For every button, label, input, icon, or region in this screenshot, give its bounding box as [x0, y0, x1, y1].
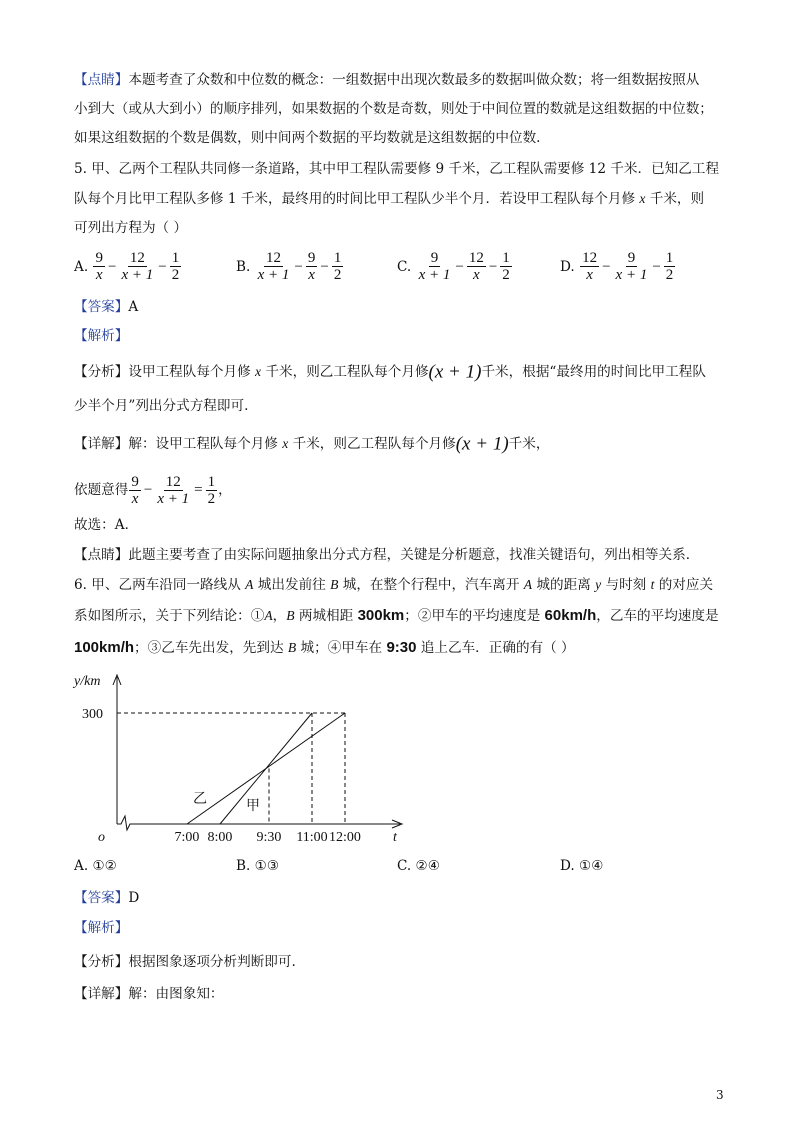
- q6-fenxi: [74, 952, 296, 972]
- distance-time-chart: [60, 665, 410, 850]
- text: 故选：A．: [74, 517, 139, 533]
- numerator: 1: [207, 473, 216, 490]
- minus-sign: −: [455, 258, 464, 275]
- numerator: 1: [665, 250, 674, 266]
- option-label: C. ②④: [397, 858, 440, 874]
- series-line-jia: [220, 713, 312, 824]
- denominator: 2: [665, 267, 674, 283]
- text: 依题意得: [74, 482, 129, 498]
- q6-option-a[interactable]: [74, 856, 117, 876]
- numerator: 1: [171, 250, 180, 266]
- q5-option-d[interactable]: [560, 250, 676, 283]
- denominator: 2: [207, 490, 216, 507]
- var-b: B: [286, 608, 295, 623]
- text: ；②甲车的平均速度是: [404, 608, 545, 624]
- text: 如果这组数据的个数是偶数，则中间两个数据的平均数就是这组数据的中位数.: [74, 130, 541, 146]
- option-label: C.: [397, 258, 412, 275]
- q5-option-b[interactable]: [236, 250, 344, 283]
- minus-sign: −: [294, 258, 303, 275]
- text: 与时刻: [601, 577, 651, 593]
- q6-line-3: [74, 638, 575, 658]
- x-tick-label: 11:00: [296, 830, 328, 845]
- numerator: 12: [582, 250, 598, 266]
- distance-value: 300km: [357, 607, 405, 624]
- denominator: 2: [333, 267, 342, 283]
- q5-line-2: [74, 189, 704, 209]
- dianjing-tag: 【点睛】: [74, 547, 129, 563]
- text: 小到大（或从大到小）的顺序排列，如果数据的个数是奇数，则处于中间位置的数就是这组数据的中位数；: [74, 101, 713, 117]
- text: ，: [272, 608, 287, 624]
- speed-value: 60km/h: [544, 607, 597, 624]
- page-number: 3: [716, 1088, 724, 1102]
- minus-sign: −: [602, 258, 611, 275]
- var-b: B: [330, 577, 339, 592]
- text: 千米，根据“最终用的时间比甲工程队: [481, 364, 706, 380]
- x-axis-label: t: [393, 830, 397, 845]
- denominator: 2: [502, 267, 510, 283]
- q5-dianjing: [74, 545, 699, 565]
- fraction: [417, 250, 453, 283]
- q6-analysis: [74, 918, 128, 938]
- text: 城；④甲车在: [296, 640, 387, 656]
- text: 城的距离: [532, 577, 596, 593]
- q5-fenxi-2: [74, 396, 248, 416]
- q5-fenxi-1: [74, 362, 706, 383]
- answer-tag: 【答案】: [74, 299, 129, 315]
- fraction: [129, 474, 141, 507]
- var-t: t: [650, 577, 655, 592]
- fraction: [332, 250, 344, 283]
- analysis-tag: 【解析】: [74, 328, 129, 344]
- y-tick-label: 300: [82, 707, 103, 722]
- fraction: [155, 474, 191, 507]
- text: 解：由图象知：: [128, 986, 224, 1002]
- x-tick-label: 12:00: [329, 830, 361, 845]
- fraction: [256, 250, 292, 283]
- minus-sign: −: [158, 258, 167, 275]
- x-tick-label: 7:00: [174, 830, 200, 845]
- var-a: A: [523, 577, 533, 592]
- answer-value: A: [128, 299, 139, 315]
- xiangjie-tag: 【详解】: [74, 436, 129, 452]
- text: 千米，: [508, 436, 550, 452]
- fenxi-tag: 【分析】: [74, 954, 129, 970]
- time-value: 9:30: [386, 639, 417, 656]
- text: 6. 甲、乙两车沿同一路线从: [74, 577, 246, 593]
- numerator: 9: [95, 250, 103, 266]
- numerator: 12: [468, 250, 484, 266]
- q6-options: [74, 856, 714, 878]
- denominator: x + 1: [418, 267, 451, 283]
- option-label: A.: [74, 258, 89, 275]
- text: ，乙车的平均速度是: [596, 608, 719, 624]
- option-label: D. ①④: [560, 858, 604, 874]
- var-a: A: [245, 577, 254, 592]
- q5-xiangjie-1: [74, 434, 549, 455]
- minus-sign: −: [488, 258, 498, 275]
- text: 此题主要考查了由实际问题抽象出分式方程，关键是分析题意，找准关键语句，列出相等关系．: [128, 547, 700, 563]
- fraction: [614, 250, 650, 283]
- analysis-tag: 【解析】: [74, 920, 129, 936]
- var-b: B: [287, 640, 297, 655]
- text: 千米，则乙工程队每个月修: [261, 364, 429, 380]
- q6-line-2: [74, 606, 719, 626]
- fraction: [93, 250, 105, 283]
- text: 少半个月”列出分式方程即可.: [74, 398, 249, 414]
- numerator: 12: [165, 473, 181, 490]
- q6-option-c[interactable]: [397, 856, 440, 876]
- equals-sign: =: [194, 482, 203, 498]
- speed-value: 100km/h: [74, 639, 135, 656]
- text: 可列出方程为（ ）: [74, 220, 188, 236]
- numerator: 9: [627, 250, 636, 266]
- var-x: x: [255, 364, 262, 379]
- text: 解：设甲工程队每个月修: [128, 436, 283, 452]
- denominator: x: [131, 490, 139, 507]
- x-tick-label: 9:30: [256, 830, 282, 845]
- q6-answer: [74, 888, 139, 908]
- text: 城出发前往: [253, 577, 331, 593]
- text: 本题考查了众数和中位数的概念：一组数据中出现次数最多的数据叫做众数；将一组数据按照从: [128, 72, 700, 88]
- text: 两城相距: [294, 608, 358, 624]
- q5-answer: [74, 297, 138, 317]
- denominator: x: [586, 267, 593, 283]
- denominator: x + 1: [257, 267, 290, 283]
- q6-line-1: [74, 575, 713, 595]
- paren-expression: (x + 1): [428, 361, 482, 383]
- denominator: x + 1: [121, 267, 154, 283]
- denominator: x + 1: [157, 490, 190, 507]
- answer-value: D: [128, 890, 140, 906]
- q5-line-1: [74, 159, 719, 179]
- text: 的对应关: [654, 577, 714, 593]
- dianjing-line-3: [74, 128, 541, 148]
- numerator: 1: [333, 250, 342, 266]
- q5-line-3: [74, 218, 187, 238]
- minus-sign: −: [320, 258, 329, 275]
- text: 追上乙车．正确的有（ ）: [416, 640, 575, 656]
- text: 队每个月比甲工程队多修 1 千米，最终用的时间比甲工程队少半个月．若设甲工程队每个月修: [74, 191, 640, 207]
- fraction: [119, 250, 155, 283]
- fraction: [500, 250, 512, 283]
- y-axis-label: y/km: [74, 674, 101, 689]
- q5-analysis: [74, 326, 128, 346]
- denominator: x: [308, 267, 315, 283]
- numerator: 9: [131, 473, 139, 490]
- denominator: 2: [171, 267, 180, 283]
- series-label-jia: 甲: [246, 799, 260, 814]
- q6-option-b[interactable]: [236, 856, 279, 876]
- dianjing-line-1: [74, 70, 699, 90]
- var-x: x: [282, 436, 289, 451]
- var-a: A: [264, 608, 273, 623]
- var-y: y: [595, 577, 602, 592]
- numerator: 12: [129, 250, 145, 266]
- minus-sign: −: [143, 482, 153, 498]
- text: 设甲工程队每个月修: [128, 364, 256, 380]
- option-label: A. ①②: [74, 858, 117, 874]
- denominator: x + 1: [615, 267, 648, 283]
- q5-options: [74, 250, 714, 290]
- fraction: [170, 250, 182, 283]
- x-axis: [117, 816, 400, 830]
- fraction: [580, 250, 599, 283]
- text: 根据图象逐项分析判断即可.: [128, 954, 296, 970]
- denominator: x: [472, 267, 480, 283]
- option-label: B.: [236, 258, 251, 275]
- option-label: B. ①③: [236, 858, 280, 874]
- numerator: 1: [502, 250, 510, 266]
- minus-sign: −: [107, 258, 117, 275]
- numerator: 12: [266, 250, 282, 266]
- text: ，: [218, 482, 232, 498]
- dianjing-line-2: [74, 99, 713, 119]
- minus-sign: −: [652, 258, 661, 275]
- q5-option-a[interactable]: [74, 250, 182, 283]
- text: 城，在整个行程中，汽车离开: [338, 577, 524, 593]
- q5-choose: [74, 515, 138, 535]
- numerator: 9: [307, 250, 316, 266]
- fraction: [664, 250, 676, 283]
- q5-option-c[interactable]: [397, 250, 513, 283]
- var-x: x: [639, 191, 646, 206]
- denominator: x: [95, 267, 103, 283]
- numerator: 9: [430, 250, 439, 266]
- paren-expression: (x + 1): [455, 433, 509, 455]
- q6-xiangjie: [74, 984, 224, 1004]
- text: 千米，则乙工程队每个月修: [288, 436, 456, 452]
- text: 千米，则: [645, 191, 705, 207]
- q6-option-d[interactable]: [560, 856, 603, 876]
- q5-equation: [74, 470, 232, 510]
- fraction: [206, 474, 218, 507]
- x-tick-label: 8:00: [207, 830, 233, 845]
- option-label: D.: [560, 258, 575, 275]
- fenxi-tag: 【分析】: [74, 364, 129, 380]
- fraction: [306, 250, 318, 283]
- text: 5. 甲、乙两个工程队共同修一条道路，其中甲工程队需要修 9 千米，乙工程队需要修 12 千米．已知乙工程: [74, 161, 720, 177]
- text: ；③乙车先出发，先到达: [134, 640, 288, 656]
- origin-label: o: [98, 830, 105, 845]
- series-label-yi: 乙: [193, 792, 207, 807]
- xiangjie-tag: 【详解】: [74, 986, 129, 1002]
- answer-tag: 【答案】: [74, 890, 129, 906]
- fraction: [467, 250, 486, 283]
- text: 系如图所示，关于下列结论：①: [74, 608, 265, 624]
- dianjing-tag: 【点睛】: [74, 72, 129, 88]
